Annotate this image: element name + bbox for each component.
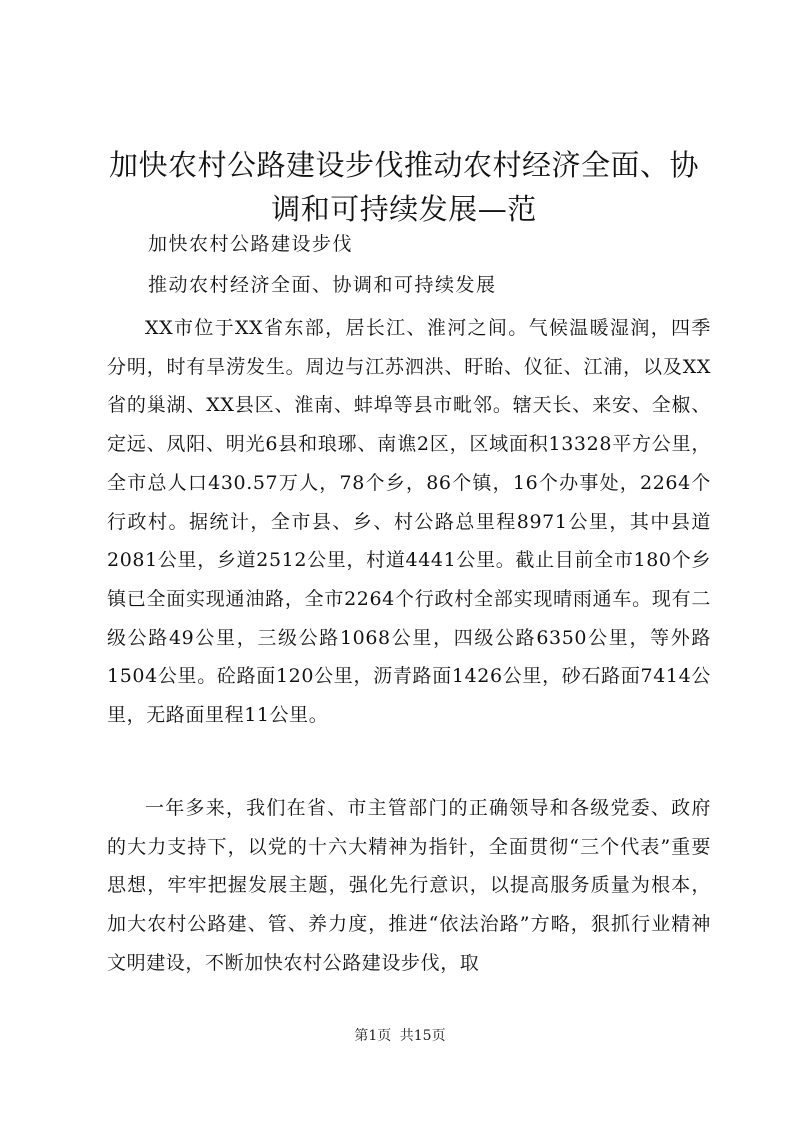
paragraph-2: 一年多来，我们在省、市主管部门的正确领导和各级党委、政府的大力支持下，以党的十六大精神为指针，全面贯彻“三个代表”重要思想，牢牢把握发展主题，强化先行意识，以提高服务质量为根本，加大农村公路建、管、养力度，推进“依法治路”方略，狠抓行业精神文明建设，不断加快农村公路建设步伐，取	[107, 797, 711, 974]
page-number: 第1页	[354, 1028, 392, 1044]
page-footer	[0, 1027, 800, 1045]
subheading-1: 加快农村公路建设步伐	[148, 233, 354, 255]
document-title: 加快农村公路建设步伐推动农村经济全面、协调和可持续发展—范	[108, 148, 699, 226]
paragraph-1: XX市位于XX省东部，居长江、淮河之间。气候温暖湿润，四季分明，时有旱涝发生。周边与江苏泗洪、盱眙、仪征、江浦，以及XX省的巢湖、XX县区、淮南、蚌埠等县市毗邻。辖天长、来安、全椒、定远、凤阳、明光6县和琅琊、南谯2区，区域面积13328平方公里，全市总人口430.57万人，78个乡，86个镇，16个办事处，2264个行政村。据统计，全市县、乡、村公路总里程8971公里，其中县道2081公里，乡道2512公里，村道4441公里。截止目前全市180个乡镇已全面实现通油路，全市2264个行政村全部实现晴雨通车。现有二级公路49公里，三级公路1068公里，四级公路6350公里，等外路1504公里。砼路面120公里，沥青路面1426公里，砂石路面7414公里，无路面里程11公里。	[107, 317, 711, 727]
page-total: 共15页	[399, 1028, 446, 1044]
subheading-2: 推动农村经济全面、协调和可持续发展	[148, 274, 497, 296]
